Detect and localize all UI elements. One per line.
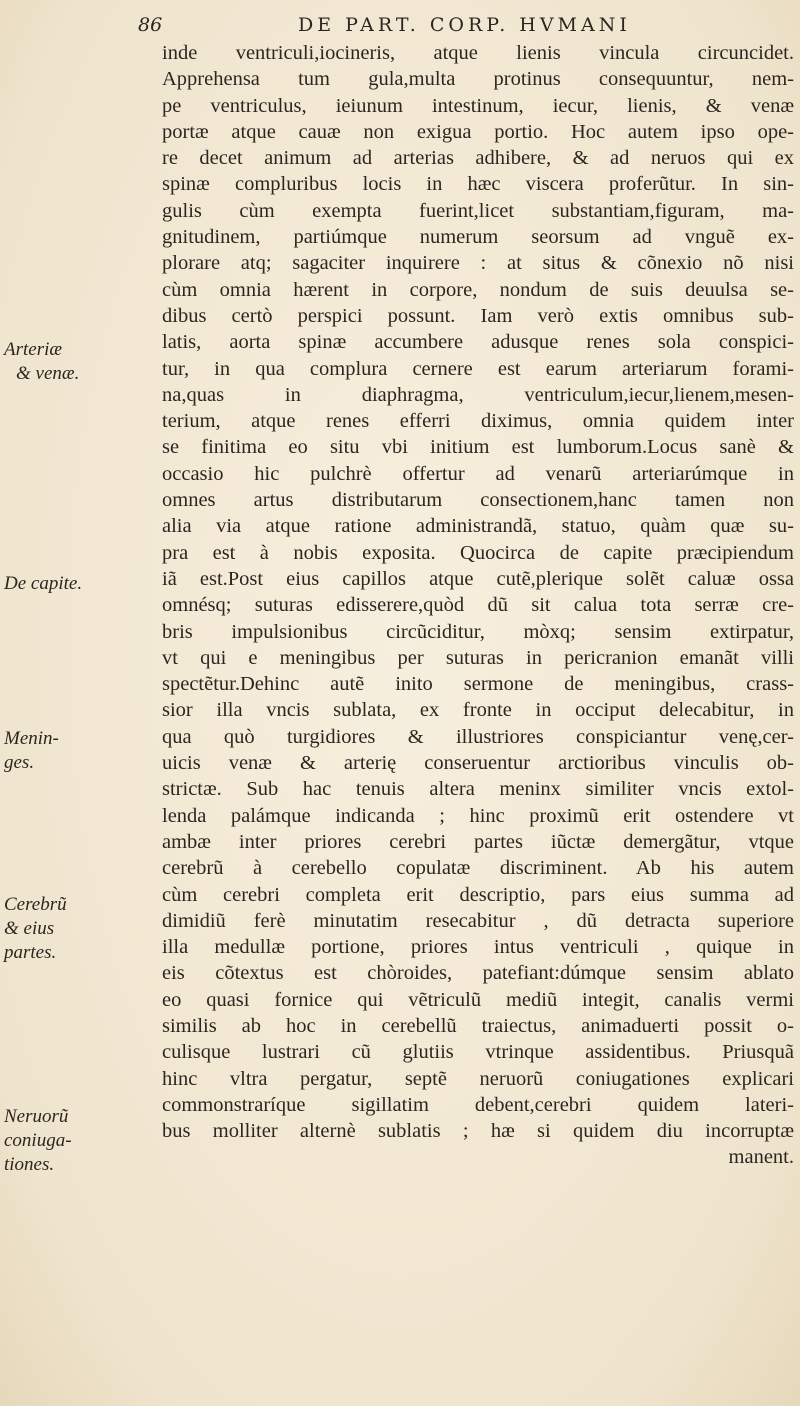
text-line: pe ventriculus, ieiunum intestinum, iecur, lienis, & venæ — [162, 94, 794, 117]
margin-note-line: & eius — [4, 918, 55, 939]
text-line: Apprehensa tum gula,multa protinus consequuntur, nem- — [162, 68, 794, 91]
text-line: iã est.Post eius capillos atque cutẽ,plerique solẽt caluæ ossa — [162, 567, 794, 590]
text-line: portæ atque cauæ non exigua portio. Hoc autem ipso ope- — [162, 120, 794, 143]
text-line: lenda palámque indicanda ; hinc proximũ erit ostendere vt — [162, 804, 794, 827]
text-line: gulis cùm exempta fuerint,licet substantiam,figuram, ma- — [162, 199, 794, 222]
text-line: strictæ. Sub hac tenuis altera meninx similiter vncis extol- — [162, 778, 794, 801]
text-line: omnes artus distributarum consectionem,hanc tamen non — [162, 489, 794, 512]
text-line: cerebrũ à cerebello copulatæ discriminent. Ab his autem — [162, 857, 794, 880]
text-line: re decet animum ad arterias adhibere, & ad neruos qui ex — [162, 147, 794, 170]
margin-note-line: ges. — [4, 752, 35, 773]
text-line: cùm omnia hærent in corpore, nondum de suis deuulsa se- — [162, 278, 794, 301]
text-line: sior illa vncis sublata, ex fronte in occiput delecabitur, in — [162, 699, 794, 722]
text-line: similis ab hoc in cerebellũ traiectus, animaduerti possit o- — [162, 1014, 794, 1037]
text-line: spinæ compluribus locis in hæc viscera proferũtur. In sin- — [162, 173, 794, 196]
text-line: commonstraríque sigillatim debent,cerebri quidem lateri- — [162, 1093, 794, 1116]
running-title: DE PART. CORP. HVMANI — [298, 14, 631, 36]
text-line: qua quò turgidiores & illustriores conspiciantur venę,cer- — [162, 725, 794, 748]
text-line: manent. — [728, 1146, 794, 1169]
text-line: dibus certò perspici possunt. Iam verò extis omnibus sub- — [162, 304, 794, 327]
text-line: pra est à nobis exposita. Quocirca de capite præcipiendum — [162, 541, 794, 564]
page-header — [138, 14, 740, 38]
text-line: inde ventriculi,iocineris, atque lienis vincula circuncidet. — [162, 42, 794, 64]
margin-note-line: Neruorũ — [4, 1106, 69, 1127]
text-line: bris impulsionibus circũciditur, mòxq; sensim extirpatur, — [162, 620, 794, 643]
text-line: dimidiũ ferè minutatim resecabitur , dũ detracta superiore — [162, 909, 794, 932]
text-line: latis, aorta spinæ accumbere adusque renes sola conspici- — [162, 331, 794, 354]
main-text — [162, 40, 794, 1171]
text-line: na,quas in diaphragma, ventriculum,iecur,lienem,mesen- — [162, 383, 794, 406]
margin-note-line: partes. — [4, 942, 57, 963]
margin-note-brain — [4, 893, 154, 965]
margin-note-line: Cerebrũ — [4, 894, 67, 915]
text-line: bus molliter alternè sublatis ; hæ si quidem diu incorruptæ — [162, 1120, 794, 1143]
text-line: hinc vltra pergatur, septẽ neruorũ coniugationes explicari — [162, 1067, 794, 1090]
text-line: alia via atque ratione administrandã, statuo, quàm quæ su- — [162, 515, 794, 538]
text-line: plorare atq; sagaciter inquirere : at situs & cõnexio nõ nisi — [162, 252, 794, 275]
text-line: culisque lustrari cũ glutiis vtrinque assidentibus. Priusquã — [162, 1041, 794, 1064]
margin-note-line: coniuga- — [4, 1130, 72, 1151]
margin-note-arteries — [4, 338, 154, 386]
text-line: occasio hic pulchrè offertur ad venarũ arteriarúmque in — [162, 462, 794, 485]
text-line: eo quasi fornice qui vẽtriculũ mediũ integit, canalis vermi — [162, 988, 794, 1011]
text-line: omnésq; suturas edisserere,quòd dũ sit calua tota serræ cre- — [162, 594, 794, 617]
text-line: ambæ inter priores cerebri partes iũctæ demergãtur, vtque — [162, 830, 794, 853]
text-line: illa medullæ portione, priores intus ventriculi , quique in — [162, 936, 794, 959]
margin-note-line: & venæ. — [16, 363, 80, 384]
text-line: se finitima eo situ vbi initium est lumborum.Locus sanè & — [162, 436, 794, 459]
text-line: uicis venæ & arterię conseruentur arctioribus vinculis ob- — [162, 752, 794, 775]
margin-note-meninges — [4, 727, 154, 775]
text-line: spectẽtur.Dehinc autẽ inito sermone de meningibus, crass- — [162, 673, 794, 696]
margin-note-line: tiones. — [4, 1154, 55, 1175]
text-line: eis cõtextus est chòroides, patefiant:dúmque sensim ablato — [162, 962, 794, 985]
page-number: 86 — [138, 14, 163, 36]
text-line: gnitudinem, partiúmque numerum seorsum ad vnguẽ ex- — [162, 226, 794, 249]
margin-note-line: Arteriæ — [4, 339, 63, 360]
text-line: terium, atque renes efferri diximus, omnia quidem inter — [162, 410, 794, 433]
margin-note-line: De capite. — [4, 573, 83, 594]
margin-note-line: Menin- — [4, 728, 59, 749]
text-line: vt qui e meningibus per suturas in pericranion emanãt villi — [162, 646, 794, 669]
margin-note-nerves — [4, 1105, 154, 1177]
text-line: tur, in qua complura cernere est earum arteriarum forami- — [162, 357, 794, 380]
text-line: cùm cerebri completa erit descriptio, pars eius summa ad — [162, 883, 794, 906]
margin-note-head — [4, 572, 154, 596]
